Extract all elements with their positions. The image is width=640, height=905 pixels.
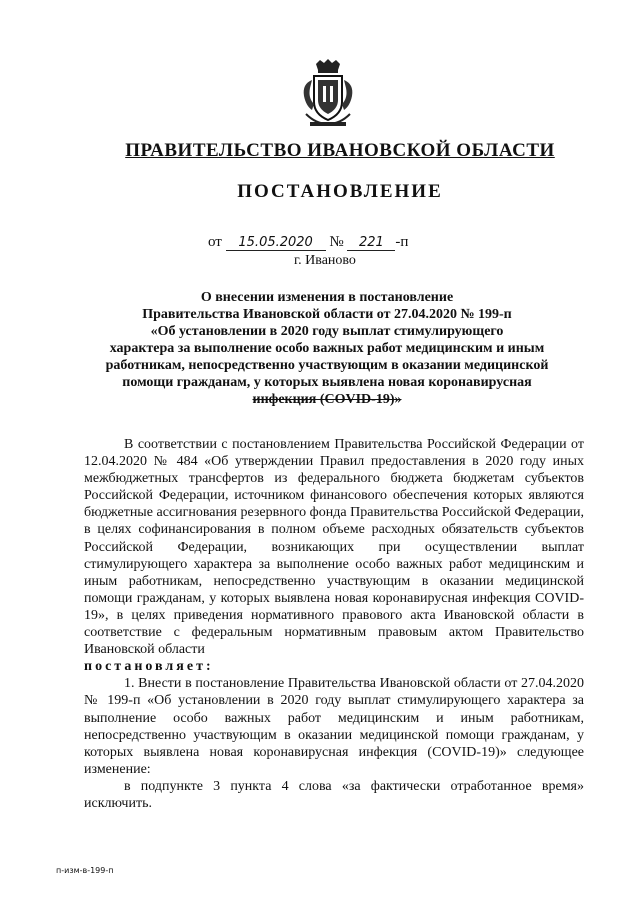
coat-of-arms-icon: [296, 58, 360, 130]
document-date: 15.05.2020: [226, 235, 326, 251]
document-body: [84, 436, 584, 812]
document-subject: [92, 289, 562, 408]
footer-code: п-изм-в-199-п: [56, 866, 114, 875]
subject-line: Правительства Ивановской области от 27.04.2020 № 199-п: [142, 307, 512, 322]
from-label: от: [208, 234, 222, 250]
subject-line-struck: инфекция (COVID-19)»: [252, 392, 402, 407]
subject-line: О внесении изменения в постановление: [200, 290, 454, 305]
date-number-line: [208, 234, 408, 251]
subject-line: «Об установлении в 2020 году выплат стимулирующего: [150, 324, 504, 339]
subject-line: работникам, непосредственно участвующим в оказании медицинской: [105, 358, 549, 373]
number-suffix: -п: [395, 234, 409, 250]
government-title: ПРАВИТЕЛЬСТВО ИВАНОВСКОЙ ОБЛАСТИ: [125, 140, 555, 161]
subject-line: характера за выполнение особо важных работ медицинским и иным: [109, 341, 545, 356]
subject-line: помощи гражданам, у которых выявлена новая коронавирусная: [122, 375, 532, 390]
document-number: 221: [347, 235, 395, 251]
body-paragraph-basis: В соответствии с постановлением Правительства Российской Федерации от 12.04.2020 № 484 «Об утверждении Правил предоставления в 2020 году иных межбюджетных трансфертов из федерального бюджета бюджетам субъектов Российской Федерации, источником финансового обеспечения которых являются бюджетные ассигнования резервного фонда Правительства Российской Федерации, в целях софинансирования в полном объеме расходных обязательств субъектов Российской Федерации, возникающих при осуществлении выплат стимулирующего характера за выполнение особо важных работ медицинским и иным работникам, непосредственно участвующим в оказании медицинской помощи гражданам, у которых выявлена новая коронавирусная инфекция COVID-19», в целях приведения нормативного правового акта Ивановской области в соответствие с федеральным нормативным правовым актом Правительство Ивановской области: [84, 437, 584, 658]
document-type: ПОСТАНОВЛЕНИЕ: [237, 181, 443, 202]
city: г. Иваново: [294, 253, 356, 268]
body-paragraph-item-1: 1. Внести в постановление Правительства Ивановской области от 27.04.2020 № 199-п «Об установлении в 2020 году выплат стимулирующего характера за выполнение особо важных работ медицинским и иным работникам, непосредственно участвующим в оказании медицинской помощи гражданам, у которых выявлена новая коронавирусная инфекция (COVID-19)» следующее изменение:: [84, 676, 584, 777]
body-paragraph-change: в подпункте 3 пункта 4 слова «за фактически отработанное время» исключить.: [84, 778, 584, 811]
resolves-word: постановляет:: [84, 659, 214, 675]
number-label: №: [329, 234, 344, 250]
